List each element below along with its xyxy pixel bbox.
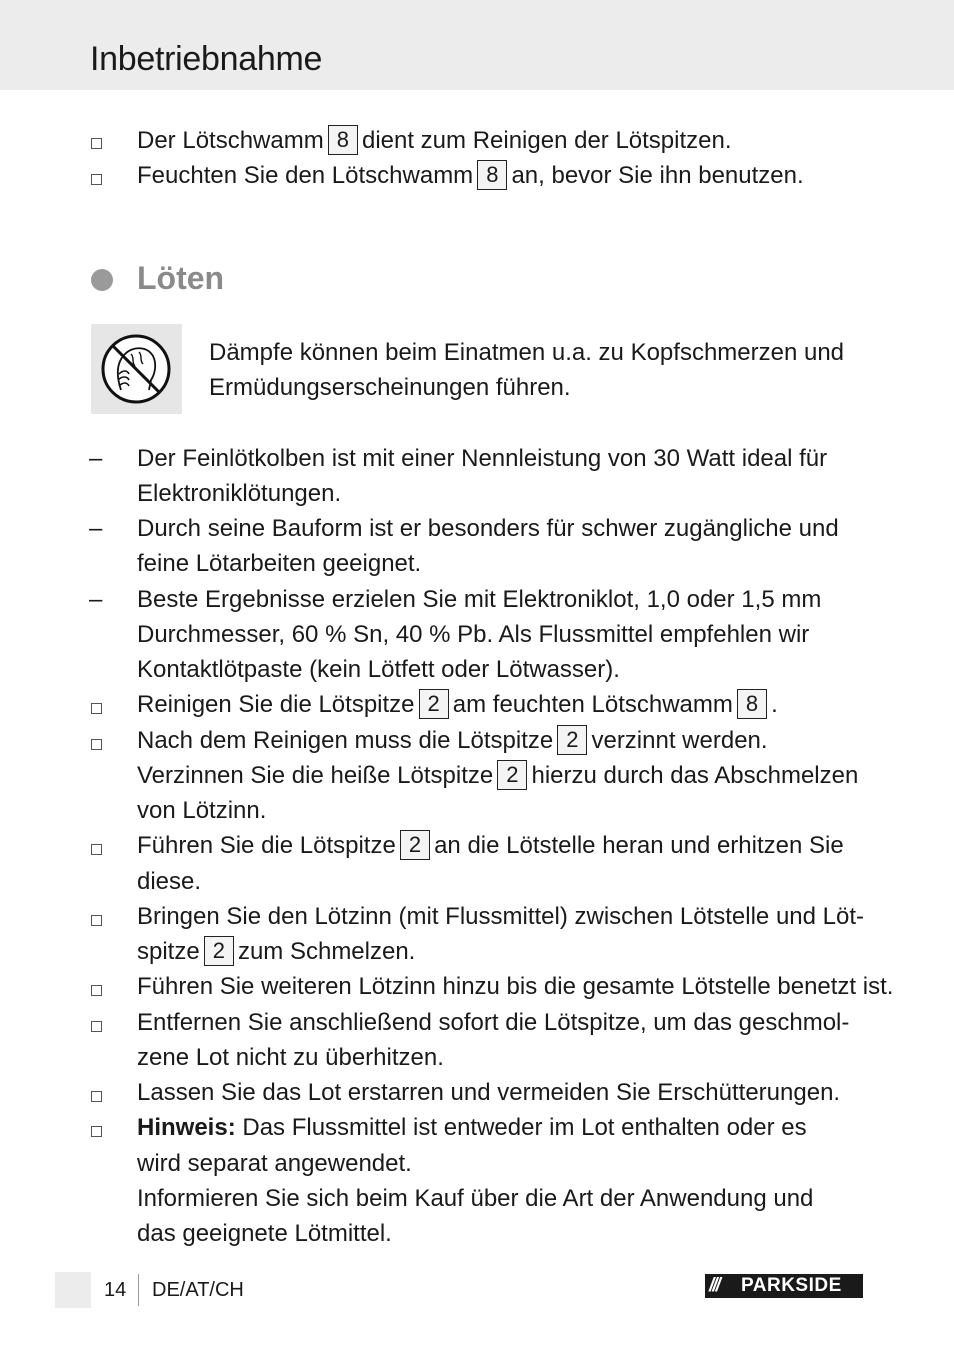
dash-bullet: – bbox=[89, 586, 103, 613]
dash-item-3-line-1: Beste Ergebnisse erzielen Sie mit Elektroniklot, 1,0 oder 1,5 mm bbox=[137, 586, 822, 613]
footer-divider bbox=[138, 1274, 139, 1306]
warning-icon-box bbox=[91, 324, 182, 414]
step-3-line-1: Führen Sie die Lötspitze 2 an die Lötstelle heran und erhitzen Sie bbox=[137, 832, 844, 859]
step-6-line-2: zene Lot nicht zu überhitzen. bbox=[137, 1044, 444, 1071]
square-bullet-icon bbox=[91, 985, 102, 996]
step-8-line-3: Informieren Sie sich beim Kauf über die Art der Anwendung und bbox=[137, 1185, 814, 1212]
warning-text-line-2: Ermüdungserscheinungen führen. bbox=[209, 374, 571, 401]
dash-bullet: – bbox=[89, 445, 103, 472]
square-bullet-icon bbox=[91, 844, 102, 855]
country-codes: DE/AT/CH bbox=[152, 1279, 244, 1301]
dash-item-2-line-1: Durch seine Bauform ist er besonders für schwer zugängliche und bbox=[137, 515, 839, 542]
dash-item-1-line-2: Elektroniklötungen. bbox=[137, 480, 342, 507]
step-8-line-2: wird separat angewendet. bbox=[137, 1150, 412, 1177]
intro-line-2: Feuchten Sie den Lötschwamm 8 an, bevor Sie ihn benutzen. bbox=[137, 162, 804, 189]
dash-bullet: – bbox=[89, 515, 103, 542]
section-title: Löten bbox=[137, 260, 225, 296]
dash-item-3-line-2: Durchmesser, 60 % Sn, 40 % Pb. Als Flussmittel empfehlen wir bbox=[137, 621, 810, 648]
part-ref-badge: 2 bbox=[497, 760, 527, 790]
step-4-line-1: Bringen Sie den Lötzinn (mit Flussmittel) zwischen Lötstelle und Löt- bbox=[137, 903, 865, 930]
dash-item-3-line-3: Kontaktlötpaste (kein Lötfett oder Lötwasser). bbox=[137, 656, 620, 683]
parkside-logo bbox=[705, 1274, 863, 1298]
dash-item-2-line-2: feine Lötarbeiten geeignet. bbox=[137, 550, 422, 577]
part-ref-badge: 2 bbox=[400, 830, 430, 860]
no-inhale-fumes-icon bbox=[91, 324, 182, 414]
square-bullet-icon bbox=[91, 1021, 102, 1032]
intro-line-1: Der Lötschwamm 8 dient zum Reinigen der Lötspitzen. bbox=[137, 127, 732, 154]
step-6-line-1: Entfernen Sie anschließend sofort die Lötspitze, um das geschmol- bbox=[137, 1009, 850, 1036]
square-bullet-icon bbox=[91, 703, 102, 714]
footer-tab bbox=[55, 1272, 91, 1308]
square-bullet-icon bbox=[91, 915, 102, 926]
square-bullet-icon bbox=[91, 1126, 102, 1137]
step-2-line-2: Verzinnen Sie die heiße Lötspitze 2 hierzu durch das Abschmelzen bbox=[137, 762, 859, 789]
logo-stripes-icon: /// bbox=[709, 1275, 719, 1296]
step-3-line-2: diese. bbox=[137, 868, 202, 895]
dash-item-1-line-1: Der Feinlötkolben ist mit einer Nennleistung von 30 Watt ideal für bbox=[137, 445, 828, 472]
step-7: Lassen Sie das Lot erstarren und vermeiden Sie Erschütterungen. bbox=[137, 1079, 841, 1106]
part-ref-badge: 2 bbox=[557, 725, 587, 755]
part-ref-badge: 8 bbox=[737, 689, 767, 719]
square-bullet-icon bbox=[91, 174, 102, 185]
page-header bbox=[0, 0, 954, 90]
part-ref-badge: 8 bbox=[328, 125, 358, 155]
step-1: Reinigen Sie die Lötspitze 2 am feuchten Lötschwamm 8 . bbox=[137, 691, 778, 718]
warning-text-line-1: Dämpfe können beim Einatmen u.a. zu Kopfschmerzen und bbox=[209, 339, 845, 366]
page-number: 14 bbox=[104, 1279, 127, 1301]
step-8-line-1: Hinweis: Das Flussmittel ist entweder im Lot enthalten oder es bbox=[137, 1114, 807, 1141]
section-dot-icon bbox=[91, 269, 113, 291]
part-ref-badge: 2 bbox=[204, 936, 234, 966]
step-4-line-2: spitze 2 zum Schmelzen. bbox=[137, 938, 416, 965]
step-5: Führen Sie weiteren Lötzinn hinzu bis die gesamte Lötstelle benetzt ist. bbox=[137, 973, 894, 1000]
part-ref-badge: 2 bbox=[419, 689, 449, 719]
logo-text: PARKSIDE bbox=[741, 1275, 842, 1296]
square-bullet-icon bbox=[91, 138, 102, 149]
note-label: Hinweis: bbox=[137, 1114, 236, 1141]
step-2-line-1: Nach dem Reinigen muss die Lötspitze 2 verzinnt werden. bbox=[137, 727, 768, 754]
square-bullet-icon bbox=[91, 739, 102, 750]
part-ref-badge: 8 bbox=[477, 160, 507, 190]
page-title: Inbetriebnahme bbox=[90, 40, 323, 78]
square-bullet-icon bbox=[91, 1091, 102, 1102]
step-2-line-3: von Lötzinn. bbox=[137, 797, 267, 824]
step-8-line-4: das geeignete Lötmittel. bbox=[137, 1220, 392, 1247]
